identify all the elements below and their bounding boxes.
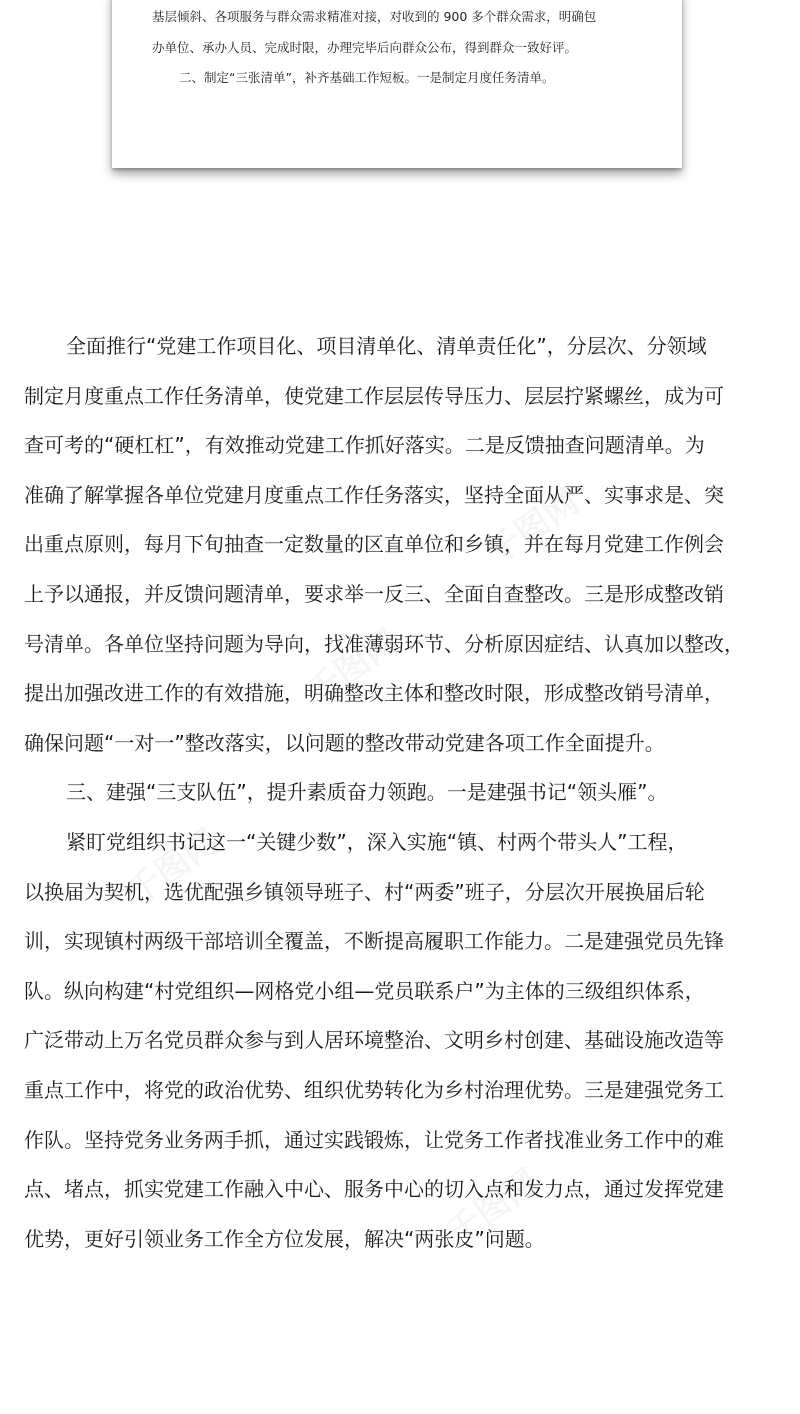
body-line: 提出加强改进工作的有效措施，明确整改主体和整改时限，形成整改销号清单， bbox=[24, 681, 724, 706]
body-line: 重点工作中，将党的政治优势、组织优势转化为乡村治理优势。三是建强党务工 bbox=[24, 1077, 724, 1102]
body-line: 点、堵点，抓实党建工作融入中心、服务中心的切入点和发力点，通过发挥党建 bbox=[24, 1177, 724, 1202]
body-line: 紧盯党组织书记这一“关键少数”，深入实施“镇、村两个带头人”工程， bbox=[66, 829, 688, 854]
preview-line: 基层倾斜、各项服务与群众需求精准对接，对收到的 900 多个群众需求，明确包 bbox=[152, 9, 597, 24]
body-line: 号清单。各单位坚持问题为导向，找准薄弱环节、分析原因症结、认真加以整改， bbox=[24, 631, 744, 656]
body-line: 上予以通报，并反馈问题清单，要求举一反三、全面自查整改。三是形成整改销 bbox=[24, 581, 724, 606]
body-line: 查可考的“硬杠杠”，有效推动党建工作抓好落实。二是反馈抽查问题清单。为 bbox=[24, 433, 705, 458]
preview-line: 二、制定“三张清单”，补齐基础工作短板。一是制定月度任务清单。 bbox=[179, 70, 555, 85]
body-line: 队。纵向构建“村党组织—网格党小组—党员联系户”为主体的三级组织体系， bbox=[24, 978, 705, 1003]
body-line: 出重点原则，每月下旬抽查一定数量的区直单位和乡镇，并在每月党建工作例会 bbox=[24, 532, 724, 557]
body-line: 训，实现镇村两级干部培训全覆盖，不断提高履职工作能力。二是建强党员先锋 bbox=[24, 929, 724, 954]
document-preview-card bbox=[112, 0, 682, 168]
body-line: 全面推行“党建工作项目化、项目清单化、清单责任化”，分层次、分领域 bbox=[66, 334, 707, 358]
preview-card-text bbox=[152, 2, 652, 94]
body-line: 准确了解掌握各单位党建月度重点工作任务落实，坚持全面从严、实事求是、突 bbox=[24, 482, 724, 507]
preview-line: 办单位、承办人员、完成时限，办理完毕后向群众公布，得到群众一致好评。 bbox=[152, 39, 578, 55]
body-line: 制定月度重点工作任务清单，使党建工作层层传导压力、层层拧紧螺丝，成为可 bbox=[24, 383, 724, 408]
body-line: 广泛带动上万名党员群众参与到人居环境整治、文明乡村创建、基础设施改造等 bbox=[24, 1028, 724, 1053]
document-body bbox=[24, 322, 794, 1264]
body-line: 优势，更好引领业务工作全方位发展，解决“两张皮”问题。 bbox=[24, 1226, 545, 1251]
body-line: 三、建强“三支队伍”，提升素质奋力领跑。一是建强书记“领头雁”。 bbox=[66, 780, 668, 805]
body-line: 作队。坚持党务业务两手抓，通过实践锻炼，让党务工作者找准业务工作中的难 bbox=[24, 1127, 724, 1152]
body-line: 确保问题“一对一”整改落实，以问题的整改带动党建各项工作全面提升。 bbox=[24, 730, 665, 755]
body-line: 以换届为契机，选优配强乡镇领导班子、村“两委”班子，分层次开展换届后轮 bbox=[24, 879, 705, 904]
